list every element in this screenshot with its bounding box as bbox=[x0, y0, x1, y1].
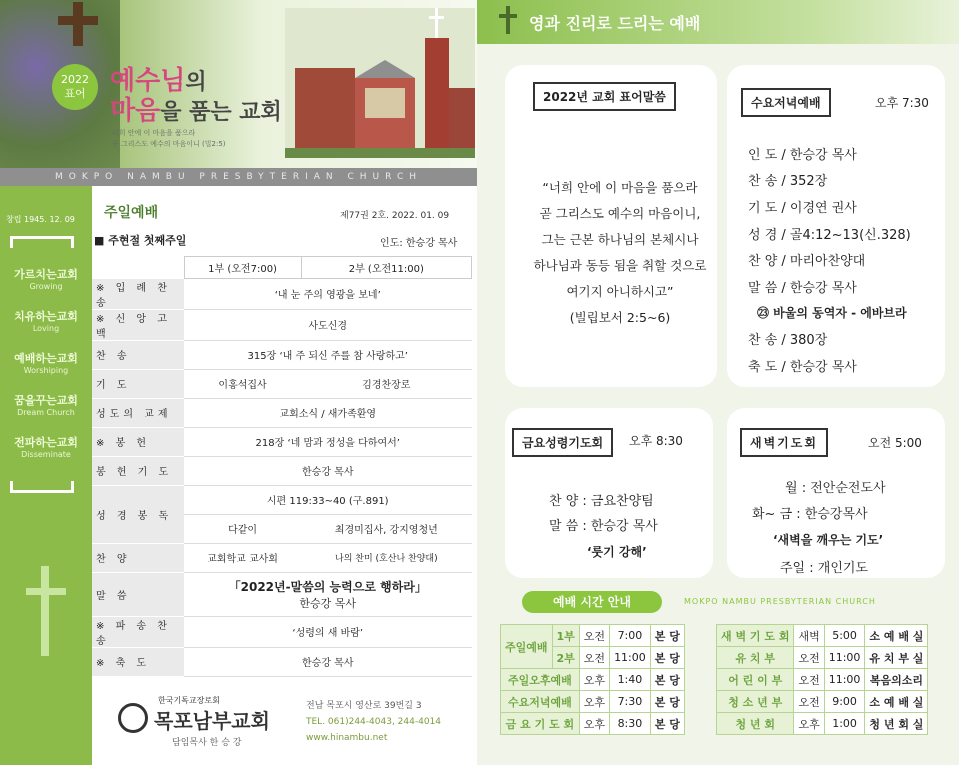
order-label: ※ 파 송 찬 송 bbox=[92, 616, 184, 647]
schedule-english-name: MOKPO NAMBU PRESBYTERIAN CHURCH bbox=[684, 597, 876, 606]
wednesday-line: 찬 송 / 352장 bbox=[748, 174, 828, 189]
friday-line: 찬 양 : 금요찬양팀 bbox=[549, 494, 654, 509]
schedule-ampm: 오전 bbox=[794, 691, 824, 713]
order-value: 교회학교 교사회 bbox=[184, 543, 301, 572]
order-value: 한승강 목사 bbox=[184, 647, 472, 676]
service-leader: 인도: 한승강 목사 bbox=[380, 238, 458, 249]
schedule-place: 본 당 bbox=[650, 647, 684, 669]
bracket-bottom bbox=[10, 481, 74, 493]
sidebar-item-growing bbox=[0, 266, 92, 291]
schedule-name: 청 소 년 부 bbox=[717, 691, 794, 713]
schedule-row bbox=[717, 625, 928, 647]
schedule-table-right bbox=[716, 624, 928, 735]
sidebar-item-dream bbox=[0, 392, 92, 417]
order-label: 성도의 교제 bbox=[92, 398, 184, 427]
schedule-time: 11:00 bbox=[610, 647, 651, 669]
dawn-line: 화~ 금 : 한승강목사 bbox=[752, 507, 868, 522]
wednesday-service-time: 오후 7:30 bbox=[875, 96, 929, 110]
wednesday-line: 기 도 / 이경연 권사 bbox=[748, 201, 857, 216]
order-label: 봉 헌 기 도 bbox=[92, 456, 184, 485]
schedule-place: 본 당 bbox=[650, 625, 684, 647]
schedule-name: 유 치 부 bbox=[717, 647, 794, 669]
schedule-name: 주일예배 bbox=[501, 625, 553, 669]
established-date: 창립 1945. 12. 09 bbox=[6, 215, 75, 224]
friday-service-time: 오후 8:30 bbox=[629, 434, 683, 448]
schedule-row bbox=[501, 625, 685, 647]
motto-verse-label: 2022년 교회 표어말씀 bbox=[533, 82, 676, 111]
sidebar-sublabel: Loving bbox=[32, 324, 60, 333]
order-label: ※ 신 앙 고 백 bbox=[92, 309, 184, 340]
bulletin-front bbox=[0, 0, 477, 765]
schedule-ampm: 오전 bbox=[579, 625, 609, 647]
motto-verse bbox=[112, 128, 226, 150]
order-label: ※ 축 도 bbox=[92, 647, 184, 676]
sidebar-sublabel: Dream Church bbox=[17, 408, 75, 417]
schedule-place: 유 치 부 실 bbox=[865, 647, 928, 669]
order-row bbox=[92, 485, 472, 514]
order-value: ‘성령의 새 바람’ bbox=[184, 616, 472, 647]
header-banner bbox=[0, 0, 477, 168]
verse-line: 여기지 아니하시고” bbox=[566, 284, 674, 299]
schedule-row bbox=[717, 647, 928, 669]
order-value: 나의 찬미 (호산나 찬양대) bbox=[301, 543, 471, 572]
order-value: 최경미집사, 강지영청년 bbox=[301, 514, 471, 543]
order-row bbox=[92, 616, 472, 647]
order-label: 성 경 봉 독 bbox=[92, 485, 184, 543]
motto-word-4: 을 품는 교회 bbox=[160, 100, 282, 125]
order-value: ‘내 눈 주의 영광을 보네’ bbox=[184, 279, 472, 310]
order-label: 찬 양 bbox=[92, 543, 184, 572]
cross-icon bbox=[499, 6, 517, 34]
schedule-row bbox=[717, 691, 928, 713]
order-row bbox=[92, 647, 472, 676]
dawn-service-label: 새벽기도회 bbox=[740, 428, 828, 457]
order-value: 이홍석집사 bbox=[184, 369, 301, 398]
year-badge bbox=[52, 64, 98, 110]
schedule-time: 7:00 bbox=[610, 625, 651, 647]
order-of-worship bbox=[92, 256, 472, 677]
dawn-prayer-title: ‘새벽을 깨우는 기도’ bbox=[773, 533, 884, 547]
schedule-place: 본 당 bbox=[650, 691, 684, 713]
motto-word-2: 의 bbox=[185, 70, 207, 95]
order-value: 시편 119:33~40 (구.891) bbox=[184, 485, 472, 514]
schedule-name: 수요저녁예배 bbox=[501, 691, 580, 713]
schedule-row bbox=[717, 669, 928, 691]
schedule-ampm: 오전 bbox=[794, 669, 824, 691]
sidebar-label: 가르치는교회 bbox=[14, 268, 78, 281]
church-building-image bbox=[285, 8, 475, 158]
schedule-place: 본 당 bbox=[650, 713, 684, 735]
sidebar-item-worshiping bbox=[0, 350, 92, 375]
schedule-time: 11:00 bbox=[824, 669, 865, 691]
church-emblem-icon bbox=[118, 703, 148, 733]
schedule-name: 청 년 회 bbox=[717, 713, 794, 735]
schedule-time: 7:30 bbox=[610, 691, 651, 713]
schedule-place: 소 예 배 실 bbox=[865, 625, 928, 647]
wednesday-line: 찬 양 / 마리아찬양대 bbox=[748, 254, 866, 269]
schedule-ampm: 오후 bbox=[579, 713, 609, 735]
order-label: ※ 입 례 찬 송 bbox=[92, 279, 184, 310]
sidebar bbox=[0, 186, 92, 765]
schedule-row bbox=[501, 669, 685, 691]
motto-line-2 bbox=[110, 90, 282, 127]
schedule-place: 본 당 bbox=[650, 669, 684, 691]
badge-year: 2022 bbox=[61, 73, 89, 86]
wednesday-line: 축 도 / 한승강 목사 bbox=[748, 360, 857, 375]
wednesday-sermon-title: ㉓ 바울의 동역자 - 에바브라 bbox=[757, 306, 907, 320]
address: 전남 목포시 영산로 39번길 3 bbox=[306, 701, 422, 711]
schedule-ampm: 새벽 bbox=[794, 625, 824, 647]
verse-line: 그는 근본 하나님의 본체시나 bbox=[541, 232, 699, 247]
motto-verse-line-1: 너희 안에 이 마음을 품으라 bbox=[112, 129, 196, 137]
schedule-time: 5:00 bbox=[824, 625, 865, 647]
schedule-title: 예배 시간 안내 bbox=[522, 591, 662, 613]
wednesday-line: 말 씀 / 한승강 목사 bbox=[748, 281, 857, 296]
denomination: 한국기독교장로회 bbox=[158, 696, 220, 705]
sidebar-sublabel: Worshiping bbox=[23, 366, 69, 375]
order-value: 사도신경 bbox=[184, 309, 472, 340]
badge-label: 표어 bbox=[64, 87, 86, 100]
sidebar-label: 전파하는교회 bbox=[14, 436, 78, 449]
schedule-row bbox=[501, 713, 685, 735]
schedule-time: 8:30 bbox=[610, 713, 651, 735]
bracket-top bbox=[10, 236, 74, 248]
dawn-service-time: 오전 5:00 bbox=[868, 436, 922, 450]
wednesday-service-label: 수요저녁예배 bbox=[741, 88, 831, 117]
verse-line: 하나님과 동등 됨을 취할 것으로 bbox=[533, 258, 707, 273]
sidebar-label: 예배하는교회 bbox=[14, 352, 78, 365]
schedule-row bbox=[717, 713, 928, 735]
sermon-title: 「2022년-말씀의 능력으로 행하라」 bbox=[228, 579, 427, 594]
english-church-name: MOKPO NAMBU PRESBYTERIAN CHURCH bbox=[0, 168, 477, 186]
dawn-line: 월 : 전안순전도사 bbox=[785, 481, 886, 496]
friday-sermon-title: ‘룻기 강해’ bbox=[587, 545, 647, 559]
wednesday-line: 찬 송 / 380장 bbox=[748, 333, 828, 348]
part-2-header: 2부 (오전11:00) bbox=[301, 257, 471, 279]
schedule-time: 11:00 bbox=[824, 647, 865, 669]
schedule-name: 금 요 기 도 회 bbox=[501, 713, 580, 735]
schedule-time: 9:00 bbox=[824, 691, 865, 713]
sidebar-sublabel: Growing bbox=[29, 282, 63, 291]
schedule-name: 어 린 이 부 bbox=[717, 669, 794, 691]
sidebar-label: 치유하는교회 bbox=[14, 310, 78, 323]
schedule-ampm: 오전 bbox=[794, 647, 824, 669]
schedule-row bbox=[501, 691, 685, 713]
schedule-table-left bbox=[500, 624, 685, 735]
motto-word-1: 예수님 bbox=[110, 66, 186, 96]
schedule-time: 1:00 bbox=[824, 713, 865, 735]
order-value bbox=[184, 572, 472, 616]
service-title: 주일예배 bbox=[104, 205, 159, 221]
sunday-name: ■ 주현절 첫째주일 bbox=[94, 234, 187, 247]
schedule-name: 주일오후예배 bbox=[501, 669, 580, 691]
page-title: 영과 진리로 드리는 예배 bbox=[529, 14, 701, 33]
header-spacer bbox=[92, 257, 184, 279]
sidebar-item-loving bbox=[0, 308, 92, 333]
schedule-ampm: 오후 bbox=[794, 713, 824, 735]
friday-service-label: 금요성령기도회 bbox=[512, 428, 613, 457]
wednesday-line: 인 도 / 한승강 목사 bbox=[748, 148, 857, 163]
website-link[interactable]: www.hinambu.net bbox=[306, 733, 388, 743]
sidebar-sublabel: Disseminate bbox=[21, 450, 71, 459]
issue-info: 제77권 2호. 2022. 01. 09 bbox=[340, 211, 450, 221]
order-row bbox=[92, 456, 472, 485]
order-row bbox=[92, 279, 472, 310]
sidebar-label: 꿈을꾸는교회 bbox=[14, 394, 78, 407]
order-label: 기 도 bbox=[92, 369, 184, 398]
church-logo bbox=[104, 695, 304, 755]
order-row bbox=[92, 369, 472, 398]
verse-line: (빌립보서 2:5~6) bbox=[569, 310, 671, 325]
friday-line: 말 씀 : 한승강 목사 bbox=[549, 519, 658, 534]
sidebar-item-disseminate bbox=[0, 434, 92, 459]
motto-verse-text bbox=[520, 175, 720, 331]
schedule-part: 2부 bbox=[552, 647, 579, 669]
order-value: 다같이 bbox=[184, 514, 301, 543]
sermon-preacher: 한승강 목사 bbox=[299, 596, 357, 610]
header-bar bbox=[477, 0, 959, 44]
wednesday-line: 성 경 / 골4:12~13(신.328) bbox=[748, 228, 911, 243]
schedule-ampm: 오전 bbox=[579, 647, 609, 669]
order-row bbox=[92, 340, 472, 369]
schedule-place: 소 예 배 실 bbox=[865, 691, 928, 713]
telephone: TEL. 061)244-4043, 244-4014 bbox=[306, 717, 441, 727]
order-label: ※ 봉 헌 bbox=[92, 427, 184, 456]
motto-word-3: 마음 bbox=[110, 96, 161, 126]
order-label: 말 씀 bbox=[92, 572, 184, 616]
schedule-time: 1:40 bbox=[610, 669, 651, 691]
order-value: 김경찬장로 bbox=[301, 369, 471, 398]
order-value: 218장 ‘네 맘과 정성을 다하여서’ bbox=[184, 427, 472, 456]
order-label: 찬 송 bbox=[92, 340, 184, 369]
schedule-part: 1부 bbox=[552, 625, 579, 647]
schedule-ampm: 오후 bbox=[579, 691, 609, 713]
order-value: 한승강 목사 bbox=[184, 456, 472, 485]
contact-info bbox=[306, 698, 441, 746]
cross-icon bbox=[58, 2, 98, 46]
church-name: 목포남부교회 bbox=[154, 709, 270, 733]
order-row bbox=[92, 309, 472, 340]
motto-verse-line-2: 곧 그리스도 예수의 마음이니 (빌2:5) bbox=[112, 140, 226, 148]
order-value: 교회소식 / 새가족환영 bbox=[184, 398, 472, 427]
dawn-line: 주일 : 개인기도 bbox=[780, 561, 868, 576]
schedule-place: 청 년 회 실 bbox=[865, 713, 928, 735]
order-row bbox=[92, 398, 472, 427]
order-row bbox=[92, 572, 472, 616]
schedule-ampm: 오후 bbox=[579, 669, 609, 691]
verse-line: “너희 안에 이 마음을 품으라 bbox=[542, 180, 698, 195]
order-value: 315장 ‘내 주 되신 주를 참 사랑하고’ bbox=[184, 340, 472, 369]
cross-icon bbox=[26, 566, 66, 656]
schedule-place: 복음의소리 bbox=[865, 669, 928, 691]
senior-pastor: 담임목사 한 승 강 bbox=[172, 738, 242, 748]
order-row bbox=[92, 543, 472, 572]
order-row bbox=[92, 427, 472, 456]
schedule-name: 새 벽 기 도 회 bbox=[717, 625, 794, 647]
verse-line: 곧 그리스도 예수의 마음이니, bbox=[539, 206, 701, 221]
part-1-header: 1부 (오전7:00) bbox=[184, 257, 301, 279]
